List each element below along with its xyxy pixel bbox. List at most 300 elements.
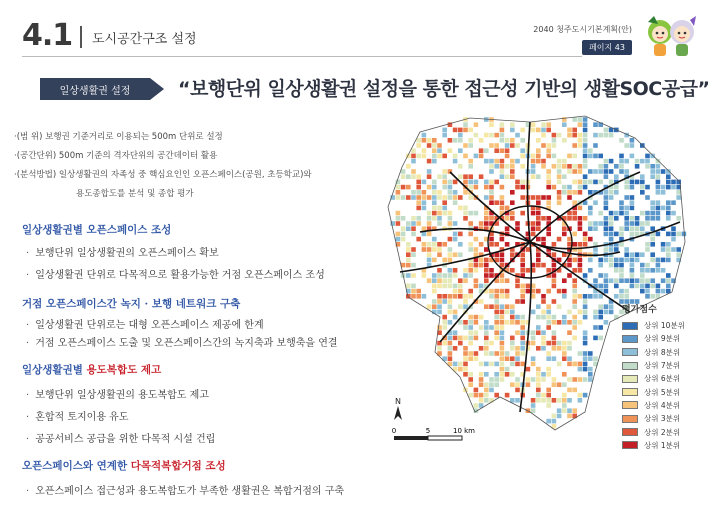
grid-cell [650,174,655,179]
grid-cell [661,242,666,247]
grid-cell [541,164,546,169]
grid-cell [624,143,629,148]
grid-cell [546,143,551,148]
grid-cell [458,206,463,211]
grid-cell [515,351,520,356]
grid-cell [500,341,505,346]
grid-cell [531,408,536,413]
grid-cell [396,211,401,216]
grid-cell [546,169,551,174]
grid-cell [552,143,557,148]
grid-cell [463,268,468,273]
grid-cell [536,367,541,372]
grid-cell [520,362,525,367]
grid-cell [593,200,598,205]
grid-cell [422,294,427,299]
grid-cell [588,367,593,372]
grid-cell [656,268,661,273]
grid-cell [448,190,453,195]
grid-cell [500,237,505,242]
grid-cell [510,336,515,341]
grid-cell [479,258,484,263]
grid-cell [505,294,510,299]
grid-cell [531,174,536,179]
grid-cell [515,356,520,361]
grid-cell [541,237,546,242]
grid-cell [578,143,583,148]
grid-cell [604,289,609,294]
grid-cell [546,320,551,325]
grid-cell [635,258,640,263]
grid-cell [572,278,577,283]
grid-cell [432,200,437,205]
grid-cell [500,362,505,367]
grid-cell [541,393,546,398]
grid-cell [474,284,479,289]
grid-cell [536,195,541,200]
grid-cell [671,180,676,185]
grid-cell [598,263,603,268]
grid-cell [578,362,583,367]
grid-cell [437,206,442,211]
grid-cell [515,362,520,367]
grid-cell [536,372,541,377]
grid-cell [572,211,577,216]
grid-cell [630,258,635,263]
grid-cell [583,393,588,398]
grid-cell [401,216,406,221]
grid-cell [671,237,676,242]
grid-cell [572,258,577,263]
grid-cell [427,169,432,174]
grid-cell [515,320,520,325]
grid-cell [500,330,505,335]
grid-cell [427,211,432,216]
grid-cell [422,154,427,159]
grid-cell [411,169,416,174]
grid-cell [588,148,593,153]
grid-cell [505,310,510,315]
grid-cell [406,284,411,289]
grid-cell [541,216,546,221]
grid-cell [489,195,494,200]
grid-cell [624,211,629,216]
scale-label: 5 [425,427,431,435]
grid-cell [567,377,572,382]
section-heading-1 [22,222,171,237]
grid-cell [562,408,567,413]
grid-cell [510,128,515,133]
grid-cell [640,221,645,226]
grid-cell [578,367,583,372]
grid-cell [666,216,671,221]
grid-cell [520,341,525,346]
grid-cell [500,336,505,341]
grid-cell [474,356,479,361]
grid-cell [640,289,645,294]
grid-cell [536,258,541,263]
grid-cell [578,226,583,231]
grid-cell [416,154,421,159]
grid-cell [396,195,401,200]
grid-cell [437,247,442,252]
grid-cell [609,226,614,231]
grid-cell [453,284,458,289]
grid-cell [484,330,489,335]
grid-cell [619,268,624,273]
grid-cell [505,304,510,309]
grid-cell [500,200,505,205]
grid-cell [562,159,567,164]
grid-cell [489,325,494,330]
grid-cell [411,273,416,278]
headline: “보행단위 일상생활권 설정을 통한 접근성 기반의 생활SOC공급” [178,78,710,100]
grid-cell [520,148,525,153]
grid-cell [406,252,411,257]
grid-cell [645,185,650,190]
grid-cell [500,377,505,382]
grid-cell [520,154,525,159]
grid-cell [526,289,531,294]
grid-cell [520,252,525,257]
grid-cell [494,159,499,164]
grid-cell [411,284,416,289]
grid-cell [463,180,468,185]
grid-cell [578,310,583,315]
grid-cell [442,174,447,179]
grid-cell [604,320,609,325]
grid-cell [562,351,567,356]
grid-cell [468,195,473,200]
grid-cell [578,138,583,143]
grid-cell [578,294,583,299]
grid-cell [604,284,609,289]
grid-cell [541,346,546,351]
grid-cell [588,356,593,361]
grid-cell [578,258,583,263]
grid-cell [401,237,406,242]
legend-swatch [622,415,638,423]
grid-cell [411,216,416,221]
grid-cell [510,310,515,315]
grid-cell [448,284,453,289]
grid-cell [552,133,557,138]
grid-cell [468,159,473,164]
grid-cell [432,258,437,263]
grid-cell [604,232,609,237]
grid-cell [500,252,505,257]
grid-cell [422,195,427,200]
legend-item [622,332,704,345]
grid-cell [510,211,515,216]
grid-cell [442,299,447,304]
grid-cell [432,216,437,221]
grid-cell [546,372,551,377]
grid-cell [552,278,557,283]
page-badge: 페이지 43 [582,40,632,55]
grid-cell [562,382,567,387]
grid-cell [552,299,557,304]
grid-cell [609,133,614,138]
grid-cell [422,148,427,153]
grid-cell [552,341,557,346]
grid-cell [562,174,567,179]
grid-cell [448,268,453,273]
grid-cell [505,226,510,231]
legend-item [622,385,704,398]
grid-cell [505,320,510,325]
grid-cell [572,408,577,413]
grid-cell [432,180,437,185]
grid-cell [536,263,541,268]
grid-cell [572,164,577,169]
section-title: 도시공간구조 설정 [92,32,197,47]
grid-cell [510,304,515,309]
grid-cell [401,169,406,174]
grid-cell [442,278,447,283]
legend-swatch [622,348,638,356]
grid-cell [583,159,588,164]
grid-cell [666,211,671,216]
grid-cell [583,237,588,242]
grid-cell [562,185,567,190]
grid-cell [593,169,598,174]
grid-cell [593,180,598,185]
grid-cell [536,226,541,231]
grid-cell [463,367,468,372]
grid-cell [567,154,572,159]
grid-cell [583,128,588,133]
grid-cell [536,304,541,309]
scale-label: 10 km [452,427,476,435]
grid-cell [546,341,551,346]
legend-item [622,372,704,385]
grid-cell [422,138,427,143]
grid-cell [396,232,401,237]
grid-cell [557,320,562,325]
grid-cell [531,195,536,200]
grid-cell [583,180,588,185]
grid-cell [489,341,494,346]
grid-cell [458,341,463,346]
grid-cell [416,294,421,299]
grid-cell [411,252,416,257]
grid-cell [396,190,401,195]
grid-cell [448,211,453,216]
grid-cell [479,346,484,351]
grid-cell [432,138,437,143]
grid-cell [463,336,468,341]
grid-cell [593,278,598,283]
grid-cell [562,315,567,320]
grid-cell [416,190,421,195]
grid-cell [520,289,525,294]
grid-cell [432,154,437,159]
grid-cell [453,362,458,367]
grid-cell [546,185,551,190]
grid-cell [666,247,671,252]
grid-cell [604,273,609,278]
grid-cell [557,174,562,179]
grid-cell [650,200,655,205]
grid-cell [505,289,510,294]
grid-cell [494,336,499,341]
grid-cell [520,180,525,185]
grid-cell [494,315,499,320]
grid-cell [650,206,655,211]
grid-cell [479,393,484,398]
grid-cell [453,336,458,341]
grid-cell [578,206,583,211]
grid-cell [505,154,510,159]
grid-cell [645,195,650,200]
grid-cell [510,320,515,325]
grid-cell [619,273,624,278]
grid-cell [416,185,421,190]
grid-cell [645,242,650,247]
legend-swatch [622,441,638,449]
grid-cell [453,268,458,273]
grid-cell [536,174,541,179]
grid-cell [453,310,458,315]
grid-cell [432,299,437,304]
grid-cell [432,195,437,200]
grid-cell [520,211,525,216]
grid-cell [515,330,520,335]
grid-cell [562,122,567,127]
grid-cell [484,351,489,356]
grid-cell [630,216,635,221]
grid-cell [474,133,479,138]
grid-cell [427,247,432,252]
grid-cell [520,164,525,169]
grid-cell [489,289,494,294]
grid-cell [661,169,666,174]
grid-cell [609,221,614,226]
grid-cell [604,128,609,133]
grid-cell [536,393,541,398]
grid-cell [411,159,416,164]
grid-cell [588,268,593,273]
grid-cell [474,393,479,398]
grid-cell [468,221,473,226]
grid-cell [614,268,619,273]
grid-cell [536,388,541,393]
grid-cell [598,304,603,309]
grid-cell [552,284,557,289]
grid-cell [411,289,416,294]
grid-cell [458,289,463,294]
grid-cell [432,284,437,289]
grid-cell [588,169,593,174]
grid-cell [567,408,572,413]
grid-cell [572,299,577,304]
grid-cell [676,195,681,200]
grid-cell [552,414,557,419]
grid-cell [479,174,484,179]
grid-cell [578,164,583,169]
grid-cell [619,294,624,299]
grid-cell [458,148,463,153]
grid-cell [484,211,489,216]
grid-cell [609,190,614,195]
grid-cell [583,216,588,221]
grid-cell [468,268,473,273]
grid-cell [557,133,562,138]
grid-cell [609,278,614,283]
grid-cell [541,159,546,164]
grid-cell [536,325,541,330]
grid-cell [552,398,557,403]
grid-cell [598,315,603,320]
grid-cell [505,148,510,153]
grid-cell [422,206,427,211]
grid-cell [546,393,551,398]
grid-cell [484,133,489,138]
grid-cell [432,143,437,148]
legend-swatch [622,401,638,409]
grid-cell [609,237,614,242]
grid-cell [572,294,577,299]
grid-cell [500,195,505,200]
grid-cell [510,169,515,174]
grid-cell [463,154,468,159]
grid-cell [656,164,661,169]
grid-cell [593,154,598,159]
grid-cell [567,346,572,351]
grid-cell [640,174,645,179]
grid-cell [609,169,614,174]
grid-cell [562,320,567,325]
grid-cell [520,195,525,200]
grid-cell [666,169,671,174]
grid-cell [520,185,525,190]
grid-cell [583,143,588,148]
grid-cell [515,398,520,403]
grid-cell [526,367,531,372]
grid-cell [604,200,609,205]
grid-cell [567,310,572,315]
grid-cell [500,304,505,309]
grid-cell [562,232,567,237]
grid-cell [458,133,463,138]
grid-cell [458,242,463,247]
grid-cell [567,388,572,393]
grid-cell [656,200,661,205]
grid-cell [650,268,655,273]
mascot-icon [640,12,702,60]
grid-cell [630,278,635,283]
grid-cell [567,195,572,200]
grid-cell [484,362,489,367]
grid-cell [562,294,567,299]
grid-cell [557,169,562,174]
grid-cell [593,226,598,231]
grid-cell [557,398,562,403]
grid-cell [515,159,520,164]
grid-cell [567,133,572,138]
grid-cell [489,185,494,190]
grid-cell [583,133,588,138]
grid-cell [448,310,453,315]
grid-cell [442,211,447,216]
grid-cell [494,180,499,185]
grid-cell [546,148,551,153]
grid-cell [583,362,588,367]
grid-cell [583,304,588,309]
grid-cell [520,268,525,273]
grid-cell [588,237,593,242]
